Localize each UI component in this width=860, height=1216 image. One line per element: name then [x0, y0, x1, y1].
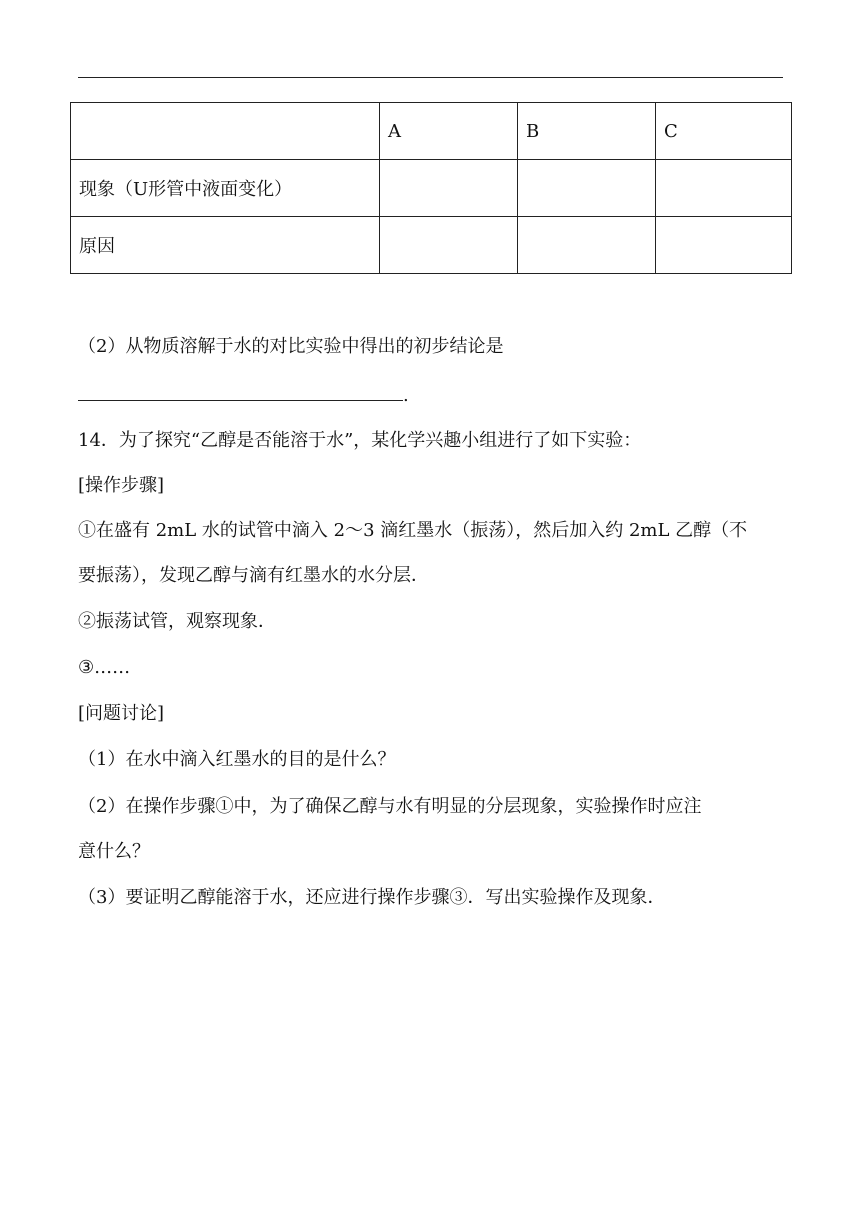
table-header-cell: A: [380, 103, 518, 160]
header-rule: [78, 77, 783, 78]
table-cell: [518, 160, 656, 217]
discussion-question-2-line-2: 意什么？: [78, 841, 150, 862]
table-header-cell: B: [518, 103, 656, 160]
discussion-heading: [问题讨论]: [78, 703, 165, 724]
discussion-question-3: （3）要证明乙醇能溶于水，还应进行操作步骤③．写出实验操作及现象．: [78, 887, 666, 908]
row-label: 原因: [71, 217, 380, 274]
step-2: ②振荡试管，观察现象．: [78, 611, 276, 632]
discussion-question-1: （1）在水中滴入红墨水的目的是什么？: [78, 749, 396, 770]
table-row: [71, 160, 792, 217]
discussion-question-2-line-1: （2）在操作步骤①中，为了确保乙醇与水有明显的分层现象，实验操作时应注: [78, 796, 702, 817]
question-14-title: 14．为了探究“乙醇是否能溶于水”，某化学兴趣小组进行了如下实验：: [78, 430, 642, 451]
step-1-line-2: 要振荡），发现乙醇与滴有红墨水的水分层．: [78, 565, 429, 586]
table-row: [71, 217, 792, 274]
table-cell: [380, 160, 518, 217]
step-3: ③……: [78, 657, 131, 678]
steps-heading: [操作步骤]: [78, 475, 165, 496]
observation-table: [70, 102, 792, 274]
table-cell: [518, 217, 656, 274]
table-header-cell: C: [656, 103, 792, 160]
table-header-cell: [71, 103, 380, 160]
answer-blank: [78, 380, 403, 401]
answer-blank-line: [78, 380, 409, 408]
blank-period: .: [403, 385, 409, 406]
step-1-line-1: ①在盛有 2mL 水的试管中滴入 2～3 滴红墨水（振荡），然后加入约 2mL 乙醇（不: [78, 520, 748, 541]
table-cell: [656, 160, 792, 217]
table-cell: [380, 217, 518, 274]
row-label: 现象（U形管中液面变化）: [71, 160, 380, 217]
table-cell: [656, 217, 792, 274]
question-2-text: （2）从物质溶解于水的对比实验中得出的初步结论是: [78, 336, 504, 357]
table-header-row: [71, 103, 792, 160]
